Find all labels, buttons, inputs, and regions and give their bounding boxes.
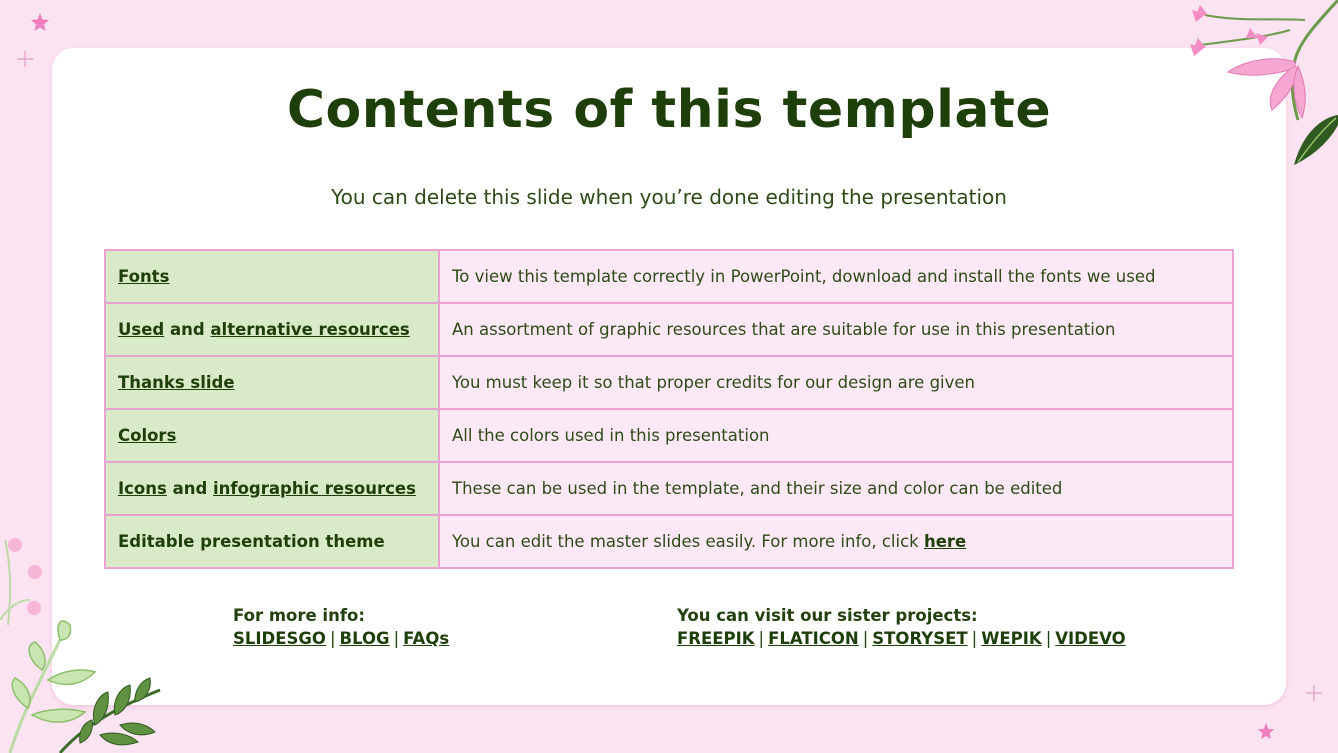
row-key-cell <box>105 250 439 303</box>
more-info-block <box>233 604 449 650</box>
footer-link-videvo[interactable]: VIDEVO <box>1055 629 1126 648</box>
link-separator: | <box>862 629 869 648</box>
row-description: To view this template correctly in PowerPoint, download and install the fonts we used <box>452 267 1156 286</box>
resource-link[interactable]: Icons <box>118 479 167 498</box>
table-row <box>105 409 1233 462</box>
footer-link-flaticon[interactable]: FLATICON <box>768 629 859 648</box>
footer-link-blog[interactable]: BLOG <box>339 629 390 648</box>
table-row <box>105 515 1233 568</box>
row-value-cell <box>439 515 1233 568</box>
row-description: These can be used in the template, and their size and color can be edited <box>452 479 1063 498</box>
row-description: All the colors used in this presentation <box>452 426 770 445</box>
footer-link-slidesgo[interactable]: SLIDESGO <box>233 629 326 648</box>
link-separator: | <box>393 629 400 648</box>
row-description: You can edit the master slides easily. For more info, click <box>452 532 924 551</box>
table-row <box>105 462 1233 515</box>
sister-projects-block <box>677 604 1126 650</box>
page-title: Contents of this template <box>286 80 1052 140</box>
resource-link[interactable]: Colors <box>118 426 177 445</box>
row-key-text: and <box>166 479 214 498</box>
table-row <box>105 303 1233 356</box>
link-separator: | <box>1045 629 1052 648</box>
footer-link-freepik[interactable]: FREEPIK <box>677 629 755 648</box>
more-info-label: For more info: <box>233 606 365 625</box>
row-description: An assortment of graphic resources that are suitable for use in this presentation <box>452 320 1116 339</box>
table-row <box>105 250 1233 303</box>
footer-link-storyset[interactable]: STORYSET <box>872 629 968 648</box>
row-value-cell <box>439 409 1233 462</box>
row-key-cell <box>105 356 439 409</box>
row-value-cell <box>439 462 1233 515</box>
row-key-cell <box>105 462 439 515</box>
table-row <box>105 356 1233 409</box>
footer-link-wepik[interactable]: WEPIK <box>981 629 1042 648</box>
resource-link[interactable]: Fonts <box>118 267 170 286</box>
sister-projects-links <box>677 627 1126 650</box>
resource-link[interactable]: Used <box>118 320 165 339</box>
resource-link[interactable]: Thanks slide <box>118 373 235 392</box>
resource-link[interactable]: alternative resources <box>210 320 410 339</box>
row-key-text: Editable presentation theme <box>118 532 385 551</box>
sparkle-icon <box>1305 684 1323 702</box>
more-info-links <box>233 627 449 650</box>
row-key-cell <box>105 409 439 462</box>
here-link[interactable]: here <box>923 532 967 551</box>
link-separator: | <box>971 629 978 648</box>
star-icon <box>1257 722 1275 740</box>
sister-projects-label: You can visit our sister projects: <box>677 606 978 625</box>
row-key-text: and <box>164 320 211 339</box>
link-separator: | <box>329 629 336 648</box>
row-value-cell <box>439 250 1233 303</box>
row-key-cell <box>105 515 439 568</box>
row-key-cell <box>105 303 439 356</box>
page-subtitle: You can delete this slide when you’re done editing the presentation <box>331 185 1007 209</box>
sparkle-icon <box>16 50 34 68</box>
row-description: You must keep it so that proper credits for our design are given <box>452 373 976 392</box>
star-icon <box>30 12 50 32</box>
link-separator: | <box>758 629 765 648</box>
row-value-cell <box>439 303 1233 356</box>
contents-table <box>104 249 1234 569</box>
footer-link-faqs[interactable]: FAQs <box>403 629 450 648</box>
resource-link[interactable]: infographic resources <box>213 479 416 498</box>
row-value-cell <box>439 356 1233 409</box>
